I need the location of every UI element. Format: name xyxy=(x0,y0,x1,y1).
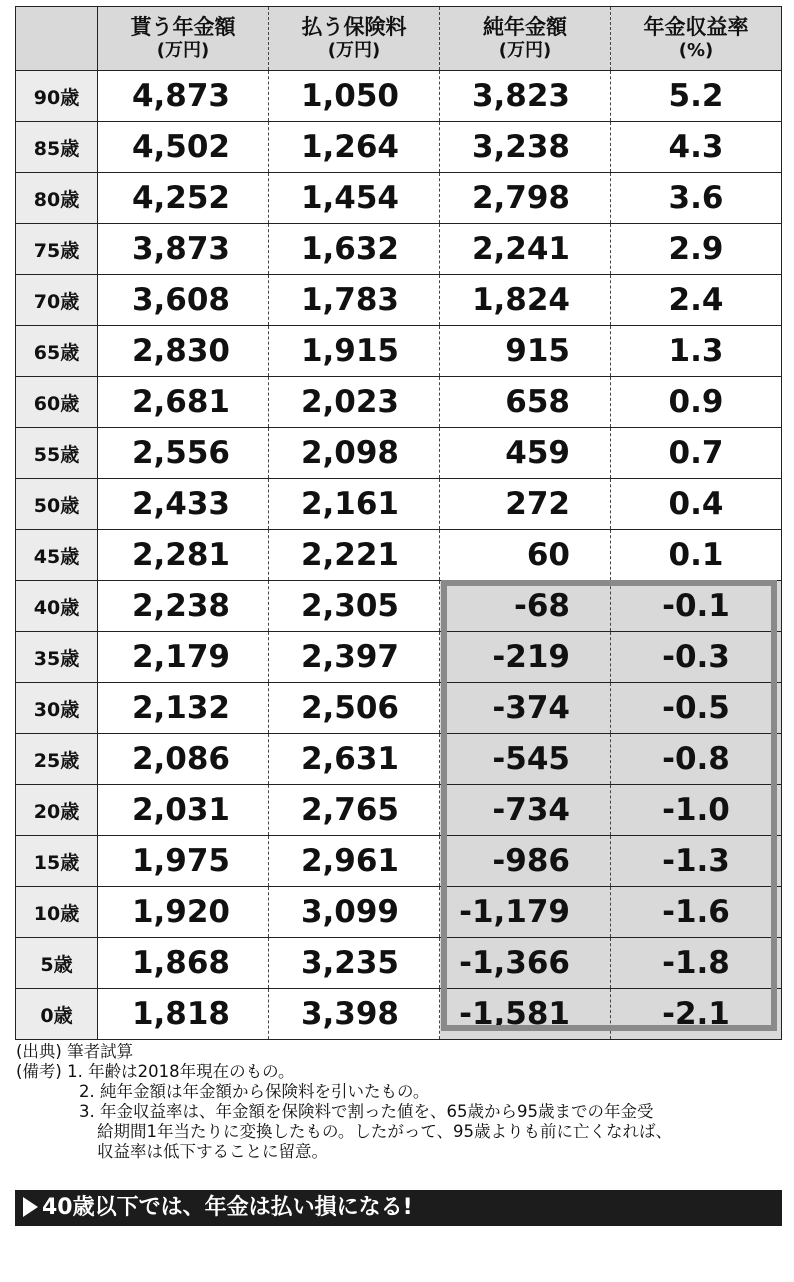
pay-cell: 1,454 xyxy=(269,173,440,224)
note-remark-3c: 収益率は低下することに留意。 xyxy=(97,1142,328,1161)
age-cell: 80歳 xyxy=(16,173,98,224)
receive-cell: 1,818 xyxy=(98,989,269,1040)
receive-cell: 1,975 xyxy=(98,836,269,887)
table-row xyxy=(16,479,782,530)
pay-cell: 2,631 xyxy=(269,734,440,785)
net-cell: 2,798 xyxy=(440,173,611,224)
pay-cell: 1,632 xyxy=(269,224,440,275)
table-row xyxy=(16,785,782,836)
age-cell: 35歳 xyxy=(16,632,98,683)
net-cell: -219 xyxy=(440,632,611,683)
rate-cell: -1.3 xyxy=(611,836,782,887)
receive-cell: 2,086 xyxy=(98,734,269,785)
pay-cell: 3,235 xyxy=(269,938,440,989)
age-cell: 90歳 xyxy=(16,71,98,122)
note-remark-1: (備考) 1. 年齢は2018年現在のもの。 xyxy=(16,1062,295,1081)
age-cell: 20歳 xyxy=(16,785,98,836)
pay-cell: 1,783 xyxy=(269,275,440,326)
receive-cell: 2,132 xyxy=(98,683,269,734)
net-cell: 658 xyxy=(440,377,611,428)
receive-cell: 1,920 xyxy=(98,887,269,938)
rate-cell: 2.9 xyxy=(611,224,782,275)
header-corner xyxy=(16,7,98,71)
age-cell: 10歳 xyxy=(16,887,98,938)
receive-cell: 4,873 xyxy=(98,71,269,122)
triangle-icon xyxy=(23,1197,38,1217)
receive-cell: 2,681 xyxy=(98,377,269,428)
net-cell: -1,366 xyxy=(440,938,611,989)
pay-cell: 2,161 xyxy=(269,479,440,530)
rate-cell: 5.2 xyxy=(611,71,782,122)
table-row xyxy=(16,581,782,632)
receive-cell: 2,830 xyxy=(98,326,269,377)
rate-cell: 4.3 xyxy=(611,122,782,173)
rate-cell: -1.0 xyxy=(611,785,782,836)
receive-cell: 2,556 xyxy=(98,428,269,479)
rate-cell: -2.1 xyxy=(611,989,782,1040)
note-remark-3a: 3. 年金収益率は、年金額を保険料で割った値を、65歳から95歳までの年金受 xyxy=(79,1102,654,1121)
net-cell: 459 xyxy=(440,428,611,479)
age-cell: 45歳 xyxy=(16,530,98,581)
net-cell: 2,241 xyxy=(440,224,611,275)
table-row xyxy=(16,632,782,683)
net-cell: -68 xyxy=(440,581,611,632)
rate-cell: -0.3 xyxy=(611,632,782,683)
pay-cell: 2,506 xyxy=(269,683,440,734)
net-cell: 3,823 xyxy=(440,71,611,122)
pay-cell: 1,915 xyxy=(269,326,440,377)
age-cell: 75歳 xyxy=(16,224,98,275)
net-cell: 1,824 xyxy=(440,275,611,326)
receive-cell: 2,031 xyxy=(98,785,269,836)
pay-cell: 2,098 xyxy=(269,428,440,479)
age-cell: 30歳 xyxy=(16,683,98,734)
table-row xyxy=(16,173,782,224)
pay-cell: 2,397 xyxy=(269,632,440,683)
receive-cell: 2,238 xyxy=(98,581,269,632)
note-remark-2: 2. 純年金額は年金額から保険料を引いたもの。 xyxy=(79,1082,430,1101)
notes xyxy=(16,1042,786,1162)
rate-cell: 0.9 xyxy=(611,377,782,428)
note-source: (出典) 筆者試算 xyxy=(16,1042,134,1061)
pay-cell: 2,961 xyxy=(269,836,440,887)
receive-cell: 4,252 xyxy=(98,173,269,224)
banner-text: 40歳以下では、年金は払い損になる! xyxy=(42,1195,413,1220)
table-row xyxy=(16,275,782,326)
table-row xyxy=(16,989,782,1040)
net-cell: -734 xyxy=(440,785,611,836)
receive-cell: 2,179 xyxy=(98,632,269,683)
header-receive: 貰う年金額 (万円) xyxy=(98,7,269,71)
table-row xyxy=(16,428,782,479)
age-cell: 60歳 xyxy=(16,377,98,428)
table-row xyxy=(16,938,782,989)
table-row xyxy=(16,377,782,428)
age-cell: 50歳 xyxy=(16,479,98,530)
rate-cell: -0.8 xyxy=(611,734,782,785)
age-cell: 65歳 xyxy=(16,326,98,377)
age-cell: 15歳 xyxy=(16,836,98,887)
rate-cell: 0.1 xyxy=(611,530,782,581)
net-cell: 3,238 xyxy=(440,122,611,173)
note-remark-3b: 給期間1年当たりに変換したもの。したがって、95歳よりも前に亡くなれば、 xyxy=(97,1122,673,1141)
rate-cell: 2.4 xyxy=(611,275,782,326)
receive-cell: 3,873 xyxy=(98,224,269,275)
pay-cell: 2,221 xyxy=(269,530,440,581)
rate-cell: -0.5 xyxy=(611,683,782,734)
pay-cell: 2,023 xyxy=(269,377,440,428)
header-net: 純年金額 (万円) xyxy=(440,7,611,71)
rate-cell: 0.7 xyxy=(611,428,782,479)
age-cell: 25歳 xyxy=(16,734,98,785)
receive-cell: 4,502 xyxy=(98,122,269,173)
table-row xyxy=(16,122,782,173)
net-cell: 915 xyxy=(440,326,611,377)
table-row xyxy=(16,530,782,581)
pay-cell: 2,305 xyxy=(269,581,440,632)
header-rate: 年金収益率 (%) xyxy=(611,7,782,71)
pay-cell: 3,099 xyxy=(269,887,440,938)
rate-cell: -1.6 xyxy=(611,887,782,938)
conclusion-banner xyxy=(15,1190,782,1226)
receive-cell: 1,868 xyxy=(98,938,269,989)
net-cell: -1,179 xyxy=(440,887,611,938)
header-pay: 払う保険料 (万円) xyxy=(269,7,440,71)
table-row xyxy=(16,887,782,938)
net-cell: 272 xyxy=(440,479,611,530)
receive-cell: 3,608 xyxy=(98,275,269,326)
age-cell: 5歳 xyxy=(16,938,98,989)
pay-cell: 1,050 xyxy=(269,71,440,122)
age-cell: 40歳 xyxy=(16,581,98,632)
pay-cell: 3,398 xyxy=(269,989,440,1040)
rate-cell: 0.4 xyxy=(611,479,782,530)
rate-cell: 3.6 xyxy=(611,173,782,224)
table-row xyxy=(16,326,782,377)
rate-cell: 1.3 xyxy=(611,326,782,377)
age-cell: 70歳 xyxy=(16,275,98,326)
age-cell: 55歳 xyxy=(16,428,98,479)
pension-table xyxy=(15,6,782,1040)
rate-cell: -0.1 xyxy=(611,581,782,632)
net-cell: -986 xyxy=(440,836,611,887)
age-cell: 85歳 xyxy=(16,122,98,173)
table-row xyxy=(16,224,782,275)
net-cell: 60 xyxy=(440,530,611,581)
rate-cell: -1.8 xyxy=(611,938,782,989)
net-cell: -545 xyxy=(440,734,611,785)
table-row xyxy=(16,683,782,734)
table-row xyxy=(16,734,782,785)
net-cell: -1,581 xyxy=(440,989,611,1040)
age-cell: 0歳 xyxy=(16,989,98,1040)
receive-cell: 2,433 xyxy=(98,479,269,530)
net-cell: -374 xyxy=(440,683,611,734)
table-row xyxy=(16,71,782,122)
header-row xyxy=(16,7,782,71)
table-row xyxy=(16,836,782,887)
receive-cell: 2,281 xyxy=(98,530,269,581)
pay-cell: 2,765 xyxy=(269,785,440,836)
pay-cell: 1,264 xyxy=(269,122,440,173)
